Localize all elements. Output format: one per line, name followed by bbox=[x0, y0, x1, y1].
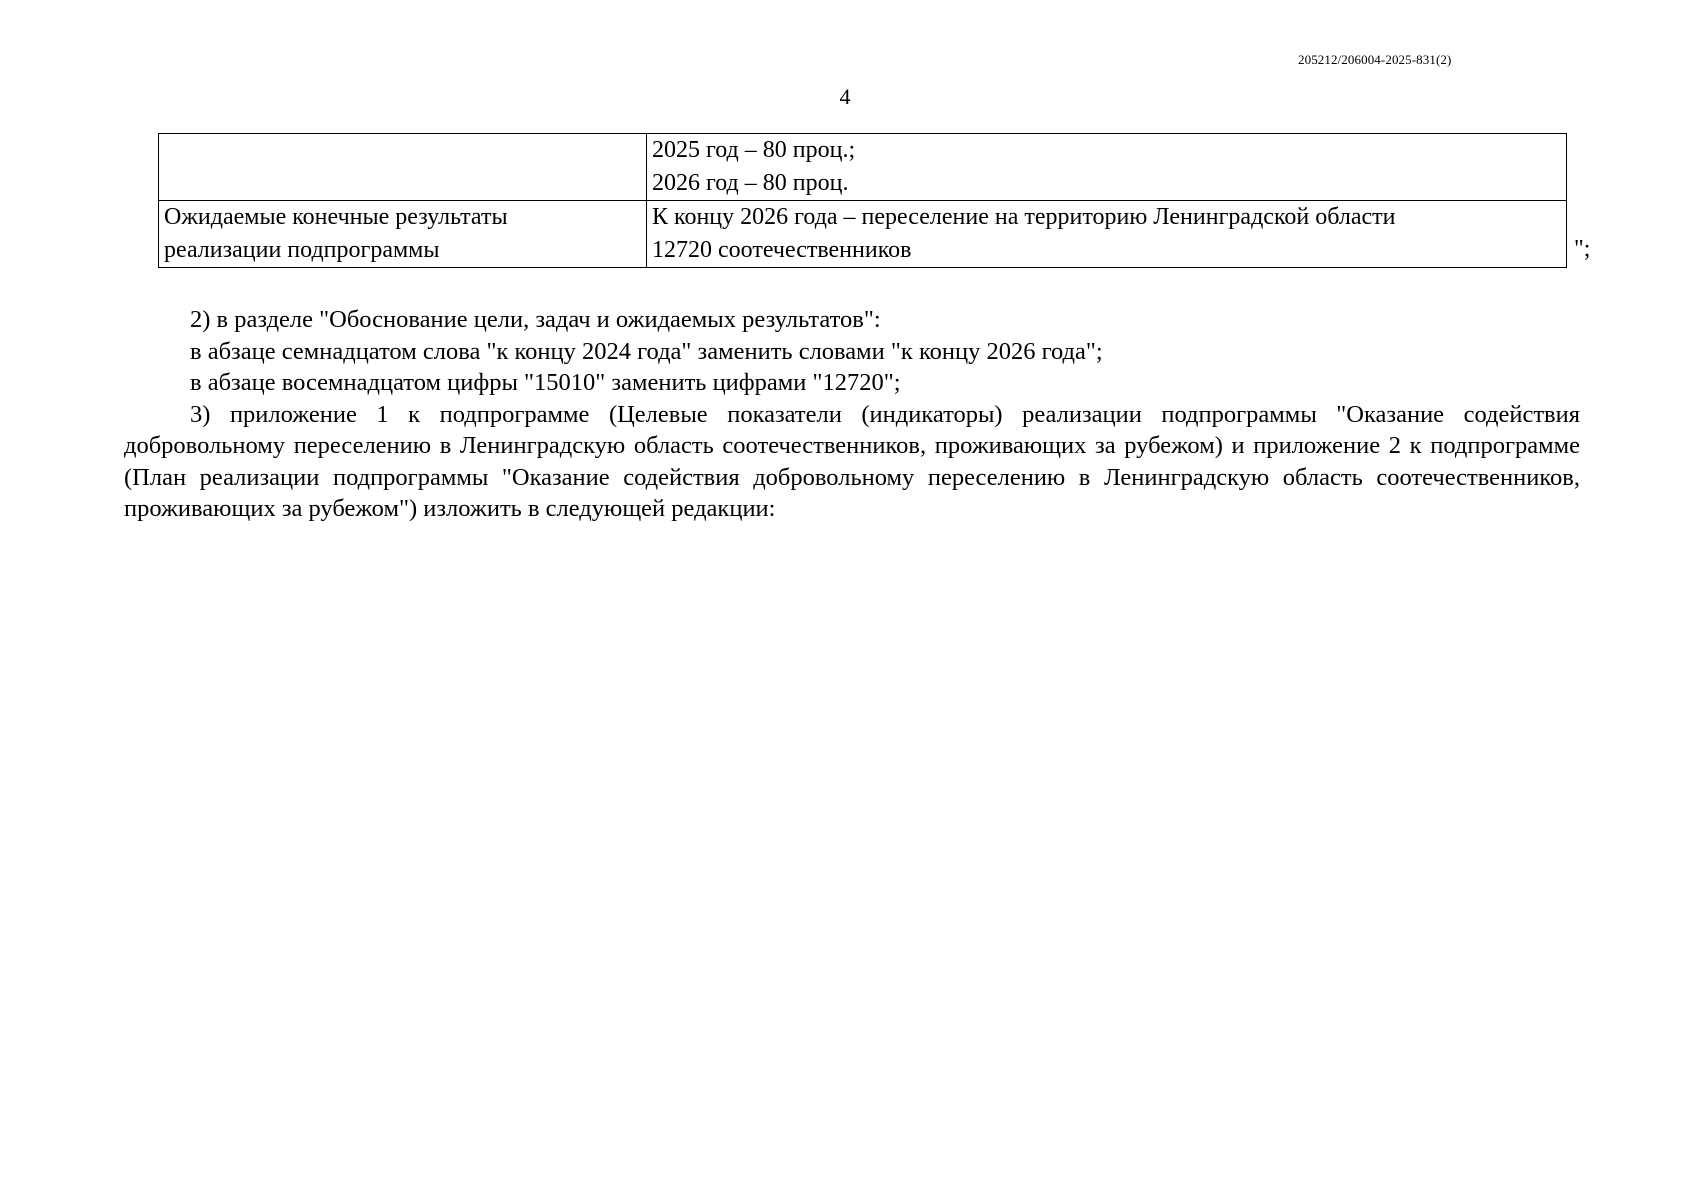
cell-text-line: 12720 соотечественников bbox=[652, 237, 912, 263]
cell-text-line: 2026 год – 80 проц. bbox=[652, 170, 849, 196]
table-cell-label bbox=[159, 134, 647, 201]
table-cell-value bbox=[647, 134, 1567, 201]
cell-text-line: реализации подпрограммы bbox=[164, 237, 440, 263]
amendment-text bbox=[124, 304, 1580, 525]
passport-table-wrapper bbox=[158, 133, 1567, 268]
cell-text-line: 2025 год – 80 проц.; bbox=[652, 137, 856, 163]
table-closing-quote: "; bbox=[1574, 236, 1591, 262]
paragraph: 3) приложение 1 к подпрограмме (Целевые показатели (индикаторы) реализации подпрограммы "Оказание содействия добровольному переселению в Ленинградскую область соотечественников, проживающих за рубежом) и приложение 2 к подпрограмме (План реализации подпрограммы "Оказание содействия добровольному переселению в Ленинградскую область соотечественников, проживающих за рубежом") изложить в следующей редакции: bbox=[124, 400, 1580, 522]
paragraph: в абзаце восемнадцатом цифры "15010" заменить цифрами "12720"; bbox=[190, 369, 901, 396]
page-number: 4 bbox=[839, 84, 851, 109]
document-id: 205212/206004-2025-831(2) bbox=[1298, 52, 1452, 67]
table-cell-value bbox=[647, 201, 1567, 268]
cell-text-line: Ожидаемые конечные результаты bbox=[164, 204, 508, 230]
table-row bbox=[159, 201, 1567, 268]
paragraph: 2) в разделе "Обоснование цели, задач и ожидаемых результатов": bbox=[190, 306, 881, 333]
table-cell-label bbox=[159, 201, 647, 268]
cell-text-line: К концу 2026 года – переселение на территорию Ленинградской области bbox=[652, 204, 1396, 230]
paragraph: в абзаце семнадцатом слова "к концу 2024 года" заменить словами "к концу 2026 года"; bbox=[190, 337, 1103, 365]
passport-table bbox=[158, 133, 1567, 268]
table-row bbox=[159, 134, 1567, 201]
